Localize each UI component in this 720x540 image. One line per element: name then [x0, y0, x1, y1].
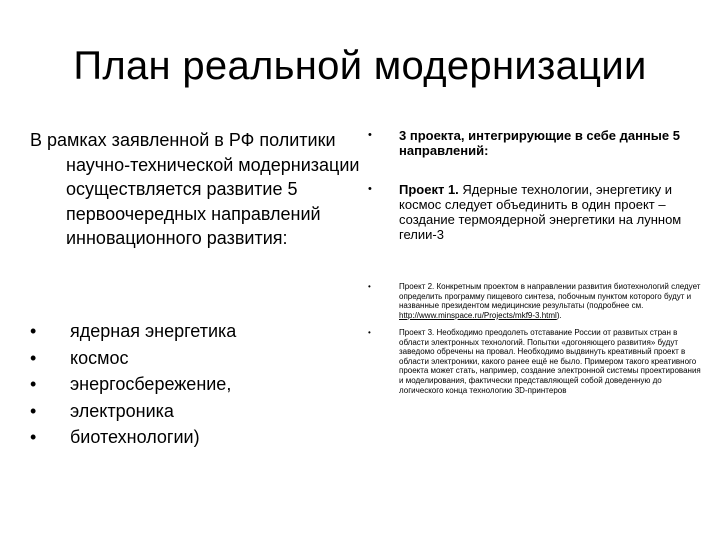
- directions-list: [30, 318, 350, 451]
- list-item: [30, 345, 350, 372]
- project-2-body: Проект 2. Конкретным проектом в направлении развития биотехнологий следует определить программу пищевого синтеза, побочным пунктом которого будут и названные президентом медицинские результаты (подробнее см.: [399, 282, 701, 311]
- project-1-text: [399, 182, 707, 242]
- bullet-icon: •: [368, 282, 371, 291]
- bullet-icon: •: [30, 374, 37, 394]
- project-2-suffix: ).: [556, 310, 562, 320]
- project-2-link[interactable]: http://www.minspace.ru/Projects/mkf9-3.html: [399, 310, 557, 320]
- list-item-text: космос: [70, 347, 129, 368]
- bullet-icon: •: [368, 183, 372, 195]
- projects-intro-text: 3 проекта, интегрирующие в себе данные 5 направлений:: [399, 128, 680, 158]
- bullet-icon: •: [368, 129, 372, 141]
- list-item-text: биотехнологии): [70, 427, 200, 447]
- list-item-text: энергосбережение,: [70, 374, 232, 394]
- bullet-icon: •: [30, 427, 37, 447]
- bullet-icon: •: [30, 321, 37, 341]
- list-item-text: электроника: [70, 400, 174, 421]
- project-1-heading: Проект 1.: [399, 182, 459, 197]
- list-item: [30, 318, 350, 345]
- list-item-text: ядерная энергетика: [70, 321, 237, 341]
- bullet-icon: •: [30, 347, 37, 368]
- intro-paragraph: В рамках заявленной в РФ политики научно-технической модернизации осуществляется развитие 5 первоочередных направлений инновационного развития:: [30, 130, 360, 248]
- bullet-icon: •: [368, 328, 371, 337]
- list-item: [30, 371, 350, 398]
- slide-title: План реальной модернизации: [73, 44, 647, 88]
- list-item: [30, 398, 350, 425]
- project-3-text: Проект 3. Необходимо преодолеть отставание России от развитых стран в области электронных технологий. Попытки «догоняющего развития» будут заведомо обречены на провал. Необходимо выдвинуть креативный проект в области электроники, какого ранее ещё не было. Примером такого креативного проекта может стать, например, создание электронной системы проектирования и моделирования, фактически представляющей собой доведенную до логического конца технологию 3D-принтеров: [399, 328, 701, 395]
- left-intro: [30, 128, 360, 251]
- project-2-text: [399, 282, 707, 320]
- bullet-icon: •: [30, 400, 37, 421]
- list-item: [30, 424, 350, 451]
- project-1-body: Ядерные технологии, энергетику и космос следует объединить в один проект – создание термоядерной энергетики на лунном гелии-3: [399, 182, 682, 242]
